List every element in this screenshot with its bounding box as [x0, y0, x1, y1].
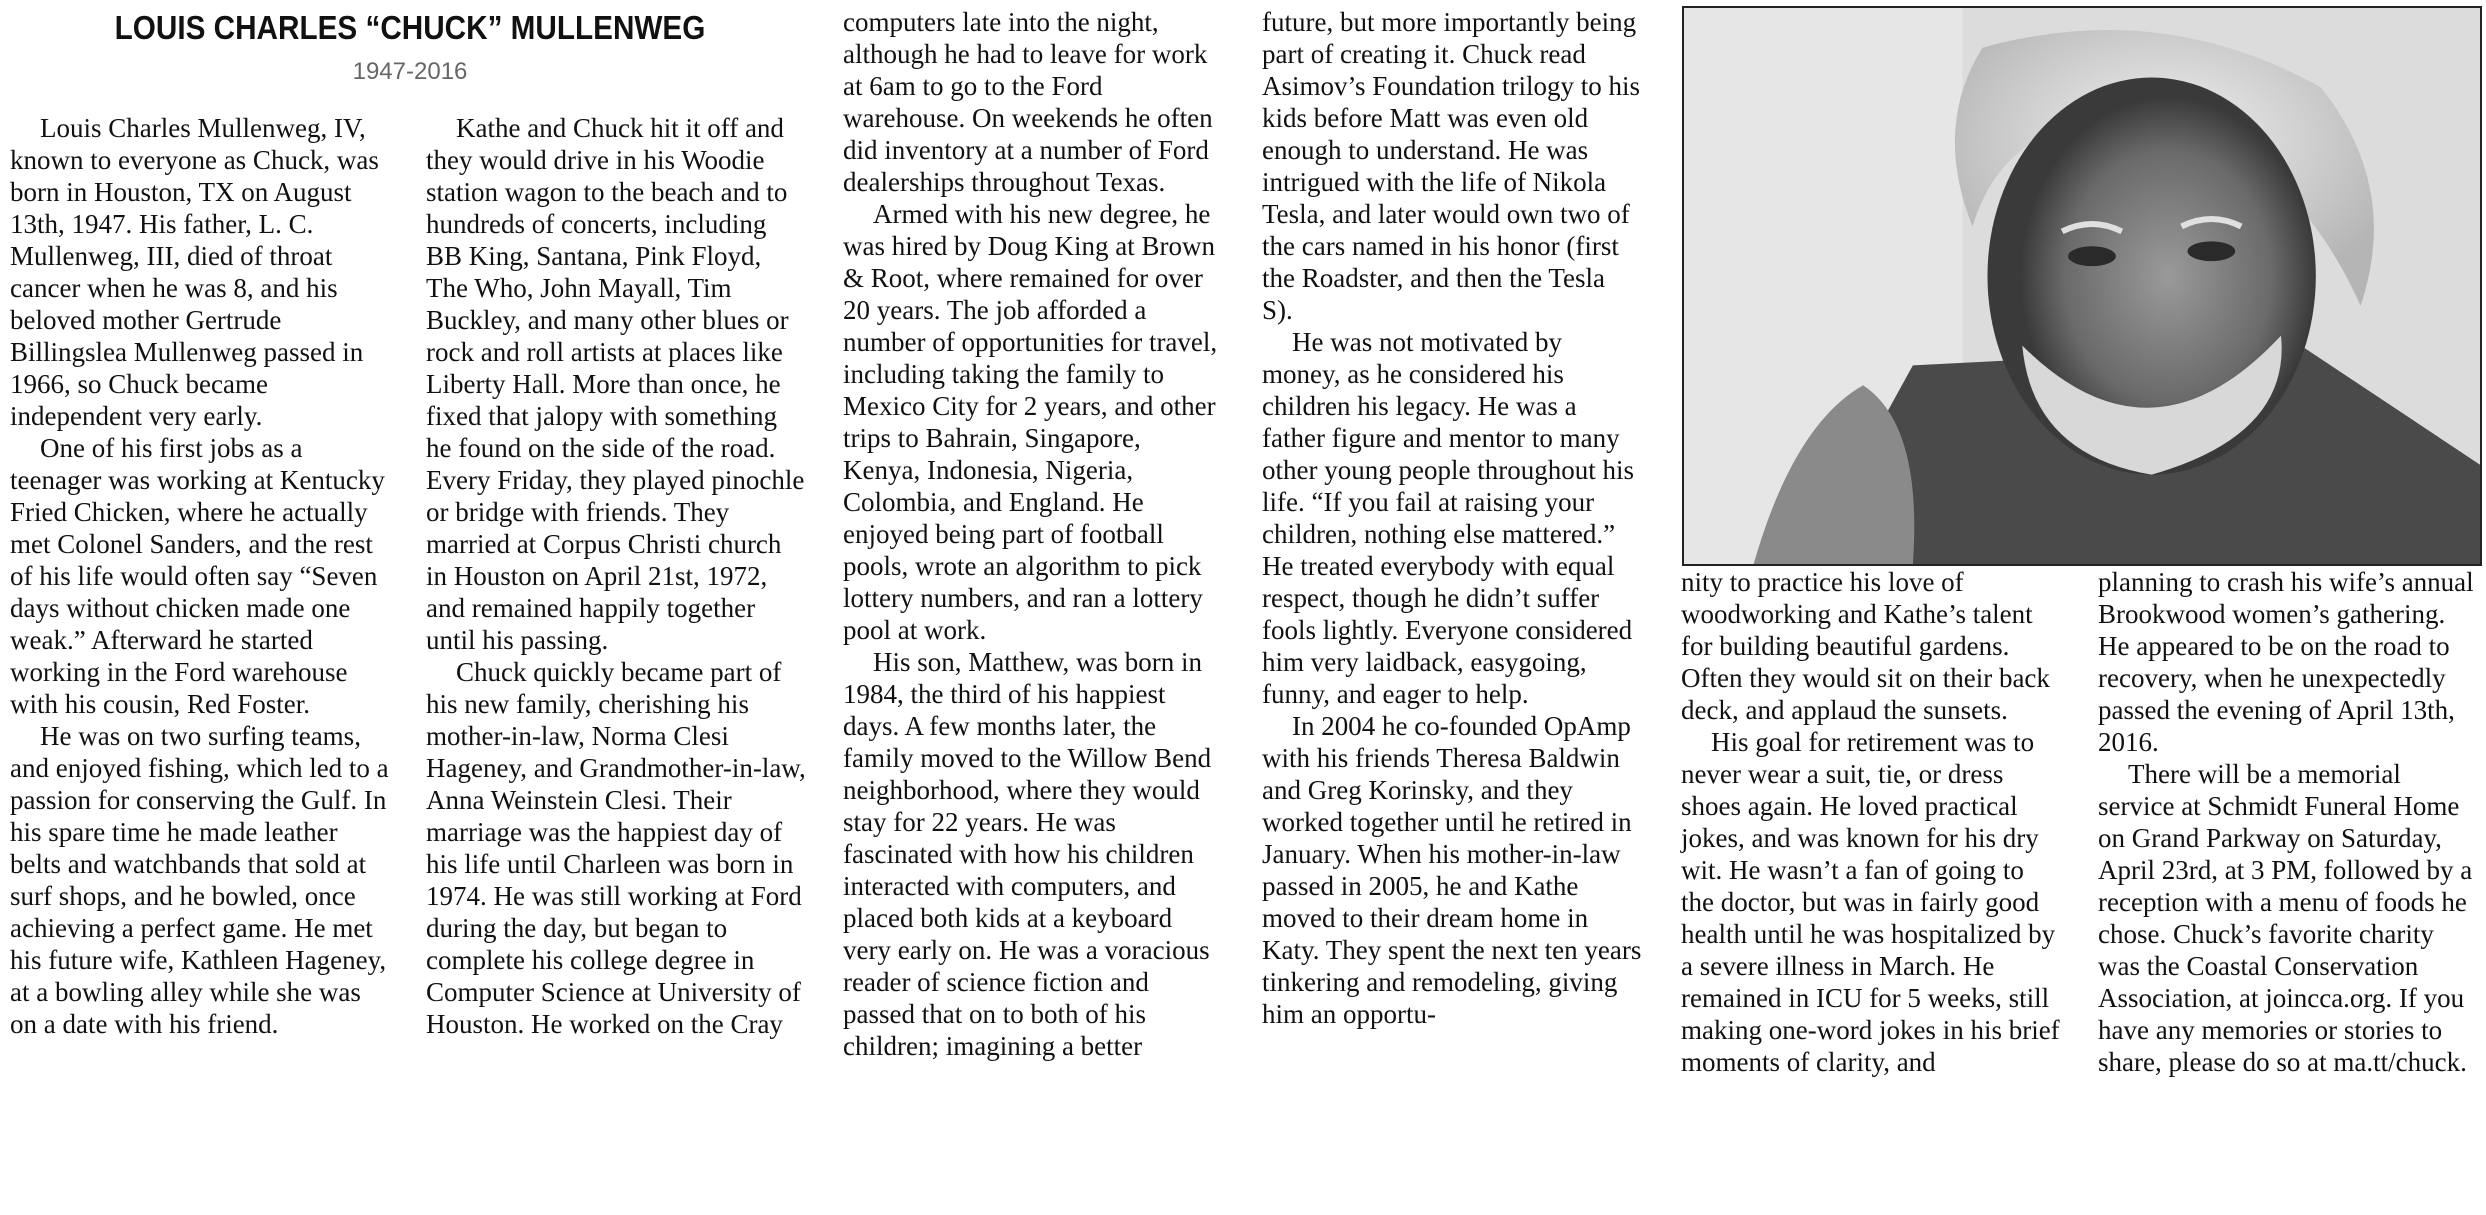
paragraph: Chuck quickly became part of his new family, cherishing his mother-in-law, Norma Clesi Hageney, and Grandmother-in-law, Anna Weinstein Clesi. Their marriage was the happiest day of his life until Charleen was born in 1974. He was still working at Ford during the day, but began to complete his college degree in Computer Science at University of Houston. He worked on the Cray [426, 657, 806, 1039]
paragraph: There will be a memorial service at Schmidt Funeral Home on Grand Parkway on Saturday, April 23rd, at 3 PM, followed by a reception with a menu of foods he chose. Chuck’s favorite charity was the Coastal Conservation Association, at joincca.org. If you have any memories or stories to share, please do so at ma.tt/chuck. [2098, 759, 2473, 1077]
paragraph: planning to crash his wife’s annual Brookwood women’s gathering. He appeared to be on the road to recovery, when he unexpectedly passed the evening of April 13th, 2016. [2098, 567, 2474, 757]
paragraph: Armed with his new degree, he was hired by Doug King at Brown & Root, where remained for over 20 years. The job afforded a number of opportunities for travel, including taking the family to Mexico City for 2 years, and other trips to Bahrain, Singapore, Kenya, Indonesia, Nigeria, Colombia, and England. He enjoyed being part of football pools, wrote an algorithm to pick lottery numbers, and ran a lottery pool at work. [843, 199, 1218, 645]
column-6 [2098, 566, 2478, 1078]
paragraph: nity to practice his love of woodworking and Kathe’s talent for building beautiful gardens. Often they would sit on their back deck, and applaud the sunsets. [1681, 567, 2050, 725]
life-dates: 1947-2016 [352, 58, 468, 85]
obituary-header [0, 6, 820, 90]
paragraph: His goal for retirement was to never wear a suit, tie, or dress shoes again. He loved practical jokes, and was known for his dry wit. He wasn’t a fan of going to the doctor, but was in fairly good health until he was hospitalized by a severe illness in March. He remained in ICU for 5 weeks, still making one-word jokes in his brief moments of clarity, and [1681, 727, 2060, 1077]
paragraph: One of his first jobs as a teenager was working at Kentucky Fried Chicken, where he actually met Colonel Sanders, and the rest of his life would often say “Seven days without chicken made one weak.” Afterward he started working in the Ford warehouse with his cousin, Red Foster. [10, 433, 385, 719]
column-1 [10, 112, 390, 1040]
paragraph: computers late into the night, although he had to leave for work at 6am to go to the Ford warehouse. On weekends he often did inventory at a number of Ford dealerships throughout Texas. [843, 7, 1213, 197]
column-4 [1262, 6, 1642, 1030]
paragraph: Louis Charles Mullenweg, IV, known to everyone as Chuck, was born in Houston, TX on August 13th, 1947. His father, L. C. Mullenweg, III, died of throat cancer when he was 8, and his beloved mother Gertrude Billingslea Mullenweg passed in 1966, so Chuck became independent very early. [10, 113, 379, 431]
portrait-illustration [1684, 8, 2480, 564]
paragraph: He was on two surfing teams, and enjoyed fishing, which led to a passion for conserving the Gulf. In his spare time he made leather belts and watchbands that sold at surf shops, and he bowled, once achieving a perfect game. He met his future wife, Kathleen Hageney, at a bowling alley while she was on a date with his friend. [10, 721, 389, 1039]
column-2 [426, 112, 806, 1040]
paragraph: His son, Matthew, was born in 1984, the third of his happiest days. A few months later, the family moved to the Willow Bend neighborhood, where they would stay for 22 years. He was fascinated with how his children interacted with computers, and placed both kids at a keyboard very early on. He was a voracious reader of science fiction and passed that on to both of his children; imagining a better [843, 647, 1212, 1061]
column-5 [1681, 566, 2061, 1078]
column-3 [843, 6, 1223, 1062]
obituary-title: LOUIS CHARLES “CHUCK” MULLENWEG [114, 9, 706, 46]
portrait-photo [1682, 6, 2482, 566]
paragraph: He was not motivated by money, as he considered his children his legacy. He was a father figure and mentor to many other young people throughout his life. “If you fail at raising your children, nothing else mattered.” He treated everybody with equal respect, though he didn’t suffer fools lightly. Everyone considered him very laidback, easygoing, funny, and eager to help. [1262, 327, 1634, 709]
paragraph: future, but more importantly being part of creating it. Chuck read Asimov’s Foundation trilogy to his kids before Matt was even old enough to understand. He was intrigued with the life of Nikola Tesla, and later would own two of the cars named in his honor (first the Roadster, and then the Tesla S). [1262, 7, 1641, 325]
paragraph: Kathe and Chuck hit it off and they would drive in his Woodie station wagon to the beach and to hundreds of concerts, including BB King, Santana, Pink Floyd, The Who, John Mayall, Tim Buckley, and many other blues or rock and roll artists at places like Liberty Hall. More than once, he fixed that jalopy with something he found on the side of the road. Every Friday, they played pinochle or bridge with friends. They married at Corpus Christi church in Houston on April 21st, 1972, and remained happily together until his passing. [426, 113, 805, 655]
paragraph: In 2004 he co-founded OpAmp with his friends Theresa Baldwin and Greg Korinsky, and they worked together until he retired in January. When his mother-in-law passed in 2005, he and Kathe moved to their dream home in Katy. They spent the next ten years tinkering and remodeling, giving him an opportu- [1262, 711, 1642, 1029]
